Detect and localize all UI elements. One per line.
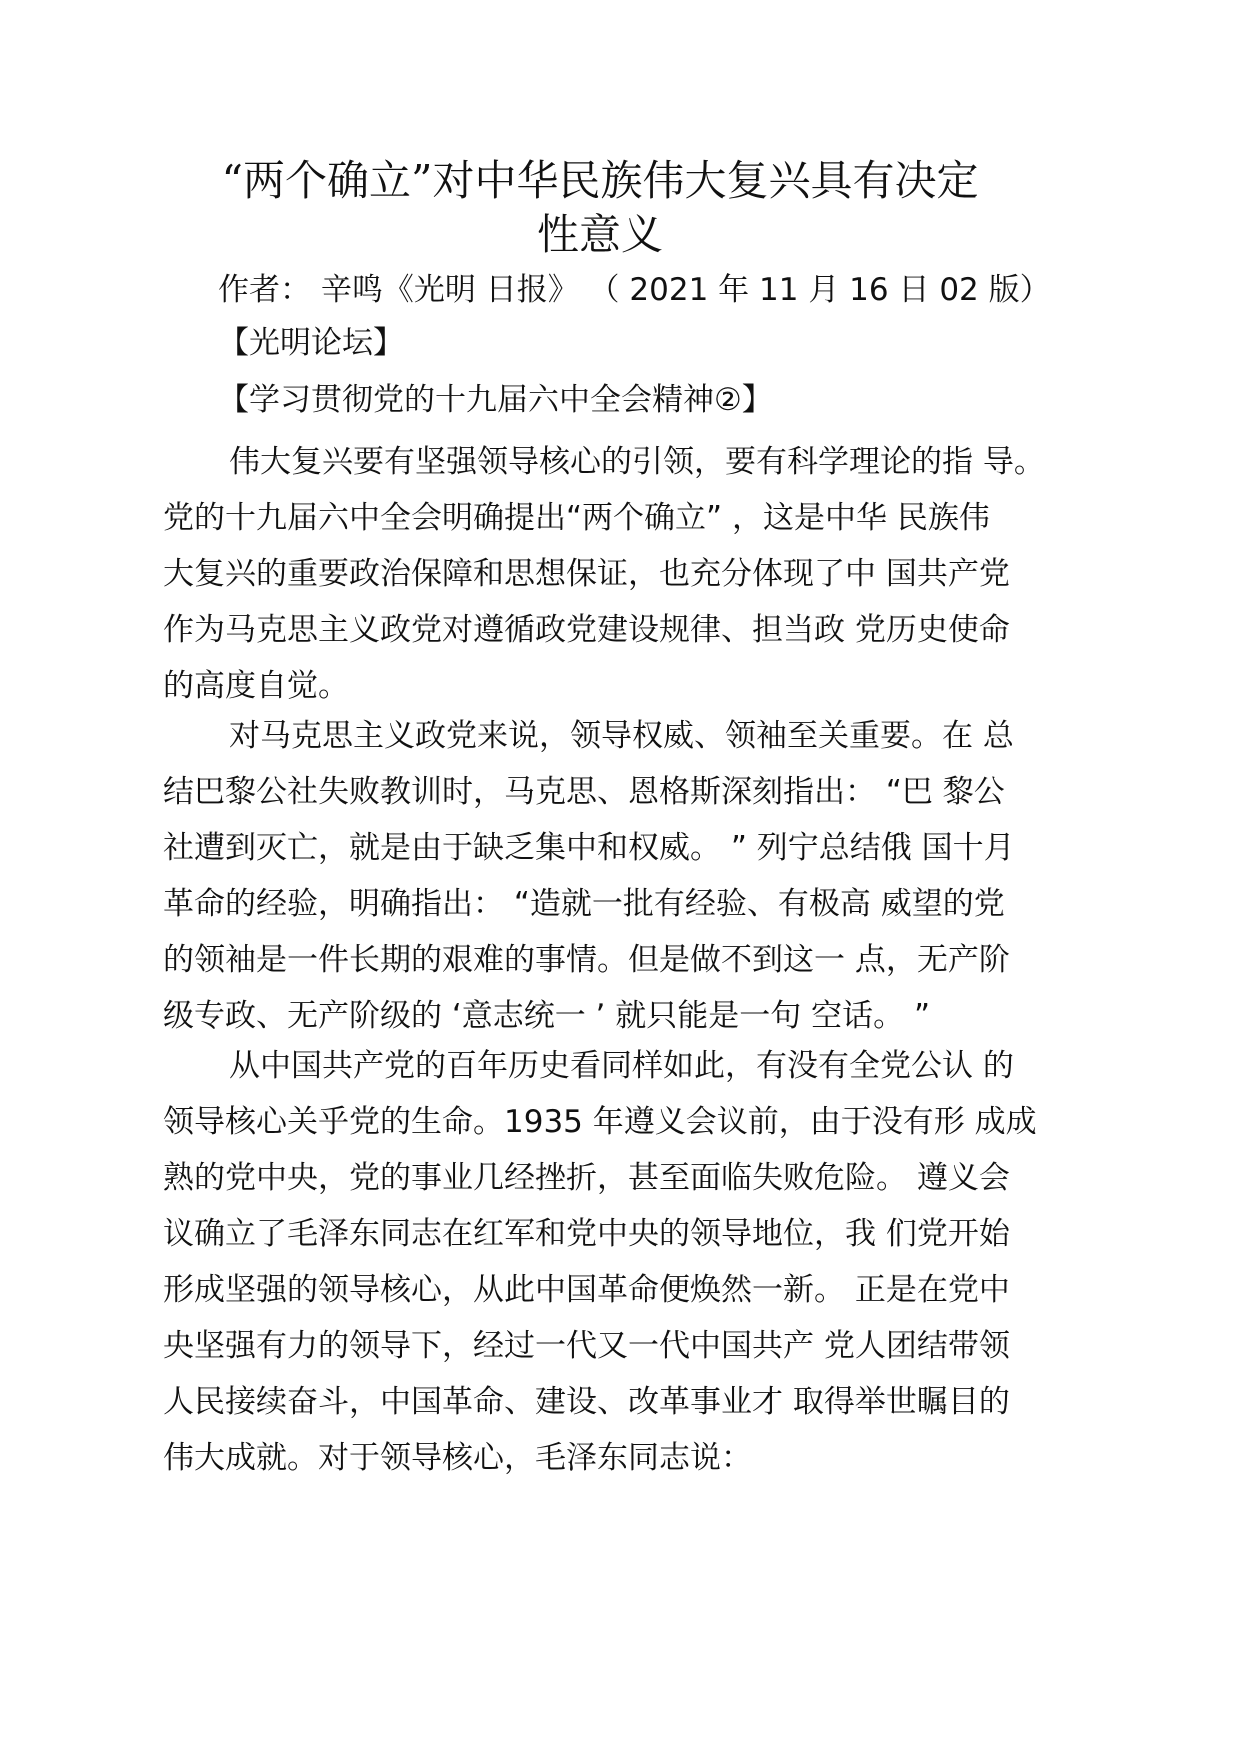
paragraph-line: 领导核心关乎党的生命。1935 年遵义会议前，由于没有形 成成 [163, 1104, 1037, 1140]
paragraph-line: 作为马克思主义政党对遵循政党建设规律、担当政 党历史使命 [163, 612, 1010, 648]
series-tag: 【学习贯彻党的十九届六中全会精神②】 [218, 382, 773, 418]
paragraph-line: 央坚强有力的领导下，经过一代又一代中国共产 党人团结带领 [163, 1328, 1010, 1364]
column-tag: 【光明论坛】 [218, 325, 404, 361]
paragraph-3 [163, 1038, 1093, 1486]
paragraph-line: 议确立了毛泽东同志在红军和党中央的领导地位，我 们党开始 [163, 1216, 1010, 1252]
paragraph-line: 的高度自觉。 [163, 668, 349, 704]
paragraph-line: 形成坚强的领导核心，从此中国革命便焕然一新。 正是在党中 [163, 1272, 1010, 1308]
paragraph-line: 熟的党中央，党的事业几经挫折，甚至面临失败危险。 遵义会 [163, 1160, 1010, 1196]
paragraph-line: 结巴黎公社失败教训时，马克思、恩格斯深刻指出： “巴 黎公 [163, 774, 1005, 810]
paragraph-line: 级专政、无产阶级的 ‘意志统一 ’ 就只能是一句 空话。 ” [163, 998, 931, 1034]
paragraph-line: 社遭到灭亡，就是由于缺乏集中和权威。 ” 列宁总结俄 国十月 [163, 830, 1015, 866]
paragraph-2 [163, 708, 1093, 1044]
paragraph-line: 党的十九届六中全会明确提出“两个确立” ，这是中华 民族伟 [163, 500, 990, 536]
byline: 作者： 辛鸣《光明 日报》 （ 2021 年 11 月 16 日 02 版） [218, 272, 1051, 308]
article-title-line-1: “两个确立”对中华民族伟大复兴具有决定 [221, 156, 979, 205]
paragraph-line: 革命的经验，明确指出： “造就一批有经验、有极高 威望的党 [163, 886, 1005, 922]
paragraph-line: 伟大成就。对于领导核心，毛泽东同志说： [163, 1440, 752, 1476]
paragraph-line: 伟大复兴要有坚强领导核心的引领，要有科学理论的指 导。 [229, 444, 1045, 480]
article-title-line-2: 性意义 [536, 210, 663, 259]
paragraph-line: 从中国共产党的百年历史看同样如此，有没有全党公认 的 [229, 1048, 1014, 1084]
paragraph-1 [163, 434, 1093, 714]
paragraph-line: 大复兴的重要政治保障和思想保证，也充分体现了中 国共产党 [163, 556, 1010, 592]
paragraph-line: 人民接续奋斗，中国革命、建设、改革事业才 取得举世瞩目的 [163, 1384, 1010, 1420]
paragraph-line: 对马克思主义政党来说，领导权威、领袖至关重要。在 总 [229, 718, 1014, 754]
paragraph-line: 的领袖是一件长期的艰难的事情。但是做不到这一 点，无产阶 [163, 942, 1010, 978]
